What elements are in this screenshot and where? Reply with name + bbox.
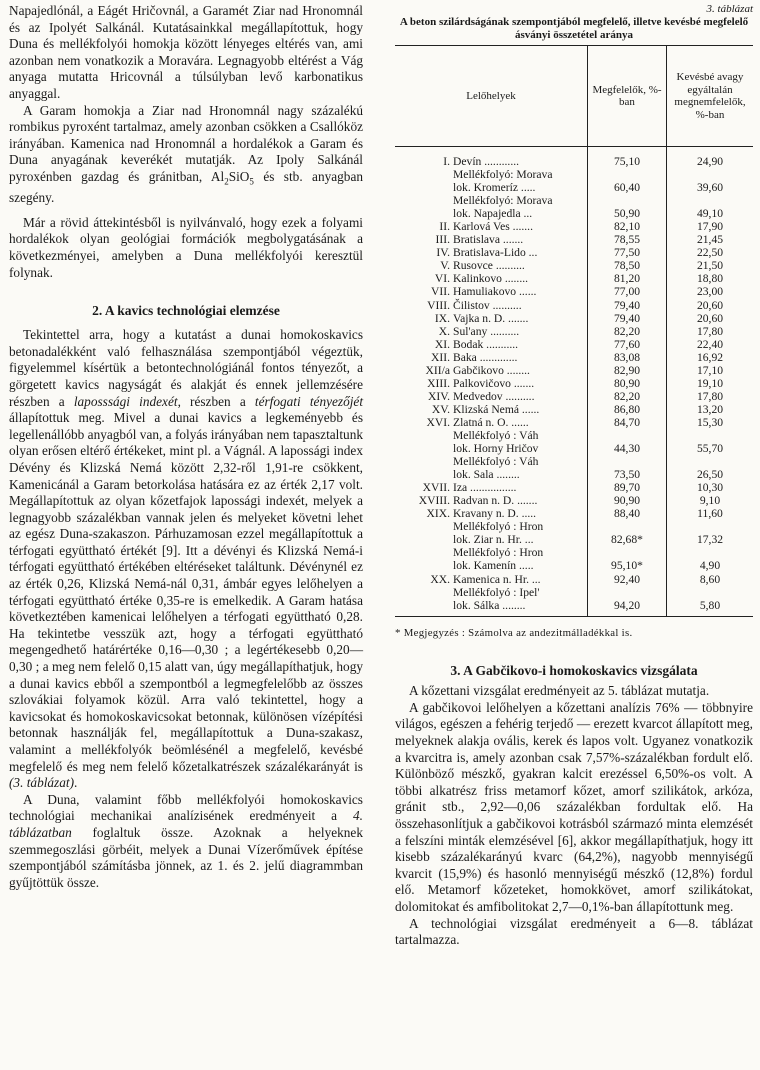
unsuitable-value: 17,80 [667, 325, 754, 338]
row-number: III. [435, 233, 450, 247]
suitable-value: 82,20 [588, 325, 667, 338]
table-row [395, 259, 753, 272]
location-name: Iza ................ [453, 481, 517, 495]
unsuitable-value [667, 455, 754, 468]
unsuitable-value [667, 194, 754, 207]
unsuitable-value [667, 168, 754, 181]
location-cell [395, 599, 588, 617]
table-row [395, 573, 753, 586]
suitable-value: 83,08 [588, 351, 667, 364]
location-cell [395, 285, 588, 298]
location-cell [395, 494, 588, 507]
location-cell [395, 338, 588, 351]
location-cell [395, 586, 588, 599]
location-name: lok. Sálka ........ [453, 598, 526, 612]
unsuitable-value: 24,90 [667, 147, 754, 169]
right-column [395, 0, 753, 949]
suitable-value [588, 168, 667, 181]
location-name: Mellékfolyó : Ipel' [453, 585, 540, 599]
location-cell [395, 207, 588, 220]
table-row [395, 246, 753, 259]
paragraph-8: A technológiai vizsgálat eredményeit a 6—8. táblázat tartalmazza. [395, 915, 753, 948]
unsuitable-value: 17,32 [667, 533, 754, 546]
unsuitable-value: 22,40 [667, 338, 754, 351]
location-name: lok. Kamenín ..... [453, 559, 534, 573]
paragraph-1: Napajedlónál, a Eágét Hričovnál, a Garamét Ziar nad Hronomnál és az Ipolyét Salkánál. Kutatásainkkal megállapítottuk, hogy Duna és mellékfolyói homokja között lényeges eltérés van, ami azonban nem vonatkozik a Moravára. Legnagyobb eltérést a Vág anyaga mutatta Hricovnál a túlsúlyban levő karbonatikus anyaggal. [9, 3, 363, 101]
location-name: lok. Napajedla ... [453, 207, 533, 221]
location-name: lok. Ziar n. Hr. ... [453, 533, 534, 547]
table-row [395, 507, 753, 520]
table-footnote: * Megjegyzés : Számolva az andezitmálladékkal is. [395, 626, 633, 639]
location-name: Sul'any .......... [453, 324, 520, 338]
table-row [395, 599, 753, 617]
table-row [395, 312, 753, 325]
section-heading-3: 3. A Gabčikovo-i homokoskavics vizsgálata [450, 663, 698, 679]
table-row [395, 207, 753, 220]
unsuitable-value: 21,45 [667, 233, 754, 246]
suitable-value [588, 520, 667, 533]
unsuitable-value: 11,60 [667, 507, 754, 520]
suitable-value: 78,50 [588, 259, 667, 272]
row-number: IV. [436, 246, 450, 260]
location-cell [395, 168, 588, 181]
suitable-value [588, 455, 667, 468]
header-locations: Lelőhelyek [395, 46, 588, 147]
unsuitable-value: 39,60 [667, 181, 754, 194]
row-number: XIII. [427, 376, 450, 390]
table-row [395, 494, 753, 507]
suitable-value: 86,80 [588, 403, 667, 416]
paragraph-4: Tekintettel arra, hogy a kutatást a dunai homokoskavics betonadalékként való felhasználása szempontjából végeztük, figyelemmel kísértük a betontechnológiánál fontos tényezőt, a görgetett kavics nagyságát és alakját és ennek jellemzésére részben a laposssági indexét, részben a térfogati tényezőjét állapítottuk meg. Mivel a dunai kavics a legkeményebb és legellenállóbb anyagból van, a folyás irányában nem tapasztaltunk olyan erősen eltérő értékeket, mint pl. a Vágnál. A lapossági index Dévény és Klizská Nemá között 2,32-ről 1,91-re csökkent, Kamenicánál a Garam betorkolása hatására ez az érték 2,17 volt. Megállapítottuk az olyan kőzetfajok lapossági indexét, melyek a legnagyobb százalékban vannak jelen és melyeket követni lehet az egész Duna-szakaszon. Párhuzamosan ezzel megállapítottuk a térfogati együttható értékét [9]. Itt a dévényi és Klizská Nemá-i térfogati együttható értékében eltéréseket találtunk. Dévénynél ez az érték 0,26, Klizská Nemá-nál 0,31, ámbár egyes lelőhelyen a térfogati együttható értéke 0,35-re is emelkedik. A Garam hatása következtében kamenicai lelőhelyen a térfogati együttható 0,28. Ha tekintetbe vesszük azt, hogy a térfogati együttható megengedhető határértéke 0,16—0,30 ; a legértékesebb 0,20—0,30 ; a meg nem felelő 0,15 alatt van, úgy megállapíthatjuk, hogy a dunai kavics ebből a szempontból a legmegfelelőbb az összes szlovákiai folyamok közül. Arra való tekintettel, hogy a kavicsokat és homokoskavicsokat betonnak, különösen vízépítési betonnak használják fel, megállapítottuk a Duna-szakasz, valamint a mellékfolyók beömlésénél a megfelelő, kevésbé megfelelő és meg nem felelő kőzetalkatrészek százalékarányát is (3. táblázat). [9, 327, 364, 791]
location-name: Mellékfolyó : Hron [453, 520, 544, 534]
table-row [395, 364, 753, 377]
table-row [395, 586, 753, 599]
unsuitable-value: 55,70 [667, 442, 754, 455]
location-name: Klizská Nemá ...... [453, 402, 540, 416]
location-name: Gabčikovo ........ [453, 363, 530, 377]
unsuitable-value [667, 520, 754, 533]
suitable-value: 80,90 [588, 377, 667, 390]
suitable-value: 92,40 [588, 573, 667, 586]
suitable-value: 95,10* [588, 559, 667, 572]
table-row [395, 481, 753, 494]
table-row [395, 520, 753, 533]
row-number: XVI. [426, 415, 450, 429]
suitable-value: 50,90 [588, 207, 667, 220]
location-cell [395, 272, 588, 285]
suitable-value: 81,20 [588, 272, 667, 285]
table-row [395, 416, 753, 429]
location-cell [395, 220, 588, 233]
location-name: Medvedov .......... [453, 389, 535, 403]
row-number: XVII. [422, 481, 450, 495]
location-name: Mellékfolyó : Hron [453, 546, 544, 560]
location-cell [395, 533, 588, 546]
location-cell [395, 233, 588, 246]
location-name: Mellékfolyó: Morava [453, 194, 553, 208]
unsuitable-value: 17,80 [667, 390, 754, 403]
table-3 [395, 45, 753, 617]
location-name: Vajka n. D. ....... [453, 311, 529, 325]
paragraph-3: Már a rövid áttekintésből is nyilvánvaló, hogy ezek a folyami hordalékok olyan geológiai formációk megbolygatásának a következményei, amelyben a Duna mellékfolyói keresztül folynak. [9, 214, 363, 280]
table-row [395, 233, 753, 246]
unsuitable-value [667, 586, 754, 599]
suitable-value: 73,50 [588, 468, 667, 481]
suitable-value: 94,20 [588, 599, 667, 617]
location-cell [395, 403, 588, 416]
suitable-value: 89,70 [588, 481, 667, 494]
location-name: Baka ............. [453, 350, 518, 364]
unsuitable-value: 49,10 [667, 207, 754, 220]
left-column [9, 0, 363, 891]
suitable-value: 60,40 [588, 181, 667, 194]
location-cell [395, 573, 588, 586]
location-name: Kamenica n. Hr. ... [453, 572, 541, 586]
location-cell [395, 442, 588, 455]
unsuitable-value: 8,60 [667, 573, 754, 586]
location-name: Bratislava-Lido ... [453, 246, 538, 260]
location-name: lok. Horny Hričov [453, 442, 539, 456]
location-cell [395, 429, 588, 442]
unsuitable-value: 17,90 [667, 220, 754, 233]
suitable-value: 82,10 [588, 220, 667, 233]
suitable-value: 79,40 [588, 299, 667, 312]
location-cell [395, 325, 588, 338]
location-name: Rusovce .......... [453, 259, 525, 273]
location-name: Kravany n. D. ..... [453, 507, 537, 521]
location-name: Devín ............ [453, 155, 520, 168]
location-cell [395, 520, 588, 533]
paragraph-5: A Duna, valamint főbb mellékfolyói homokoskavics technológiai mechanikai analízisének eredményeit a 4. táblázatban foglaltuk össze. Azoknak a helyeknek szemmegoszlási görbéit, melyek a Dunai Vízerőművek építése szempontjából számításba jönnek, az 1. és 2. jelű diagrammban gyűjtöttük össze. [9, 791, 363, 890]
row-number: II. [439, 220, 450, 234]
suitable-value [588, 586, 667, 599]
unsuitable-value: 18,80 [667, 272, 754, 285]
unsuitable-value [667, 429, 754, 442]
row-number: XIX. [426, 507, 450, 521]
table-row [395, 181, 753, 194]
unsuitable-value: 10,30 [667, 481, 754, 494]
suitable-value [588, 194, 667, 207]
suitable-value [588, 546, 667, 559]
unsuitable-value: 22,50 [667, 246, 754, 259]
header-less-suitable: Kevésbé avagy egyáltalán megnemfelelők, %-ban [667, 46, 754, 147]
row-number: X. [438, 324, 450, 338]
location-name: Palkovičovo ....... [453, 376, 535, 390]
table-row [395, 468, 753, 481]
suitable-value: 77,00 [588, 285, 667, 298]
location-cell [395, 546, 588, 559]
suitable-value: 44,30 [588, 442, 667, 455]
table-row [395, 351, 753, 364]
table-row [395, 455, 753, 468]
location-cell [395, 147, 588, 169]
suitable-value: 77,60 [588, 338, 667, 351]
table-row [395, 168, 753, 181]
unsuitable-value: 19,10 [667, 377, 754, 390]
table-row [395, 546, 753, 559]
table-body [395, 147, 753, 617]
table-row [395, 403, 753, 416]
row-number: XX. [430, 572, 450, 586]
row-number: V. [440, 259, 450, 273]
paragraph-7: A gabčikovoi lelőhelyen a kőzettani analízis 76% — többnyire világos, egészen a fehérig terjedő — erezett kvarcot állapított meg, melyeknek alakja ovális, kerek és lapos volt. Ugyanez vonatkozik a kvarcitra is, amely azonban csak 7,57%-százalékban fordult elő. Különböző mészkő, gyakran kalcit erezéssel 6,50%-os volt. A többi alkatrész friss metamorf kőzet, amorf szilikátok, arkóza, gránit stb., 2,92—0,06 százalékban fordultak elő. Ha összehasonlítjuk a gabčikovoi kotrásból származó minta elemzését a felszíni minták elemzésével [6], akkor megállapíthatjuk, hogy itt kisebb százalékarányú kvarc (64,2%), nagyobb mennyiségű kvarcit (15,9%) és hasonló mennyiségű mészkő (12,8%) fordul elő. Metamorf kőzeteket, homokkövet, amorf szilikátokat, dolomitokat és amfibolitokat 2,7—0,1%-ban állapítottunk meg. [395, 699, 753, 914]
suitable-value: 77,50 [588, 246, 667, 259]
row-number: XIV. [427, 389, 450, 403]
location-cell [395, 468, 588, 481]
location-cell [395, 259, 588, 272]
paragraph-2: A Garam homokja a Ziar nad Hronomnál nagy százalékú rombikus pyroxént tartalmaz, amely azonban csökken a Csallóköz irányában. Kamenica nad Hronomnál a hordalékok a Garam és Duna anyagának keverékét mutatják. Az Ipoly Salkánál pyroxénben gazdag és gránitban, $Al_2SiO_5$ és stb. anyagban szegény. [9, 102, 363, 206]
location-name: lok. Sala ........ [453, 468, 520, 482]
table-row [395, 390, 753, 403]
row-number: XII/a [425, 363, 450, 377]
location-name: Mellékfolyó: Morava [453, 168, 553, 182]
unsuitable-value: 26,50 [667, 468, 754, 481]
unsuitable-value: 4,90 [667, 559, 754, 572]
location-name: Mellékfolyó : Váh [453, 455, 539, 469]
table-row [395, 285, 753, 298]
table-row [395, 272, 753, 285]
unsuitable-value: 23,00 [667, 285, 754, 298]
row-number: XV. [431, 402, 450, 416]
table-row [395, 147, 753, 169]
row-number: XI. [434, 337, 450, 351]
location-cell [395, 351, 588, 364]
row-number: VII. [431, 285, 450, 299]
table-row [395, 338, 753, 351]
location-cell [395, 181, 588, 194]
row-number: IX. [434, 311, 450, 325]
location-cell [395, 507, 588, 520]
location-cell [395, 312, 588, 325]
location-name: Radvan n. D. ....... [453, 494, 538, 508]
table-row [395, 559, 753, 572]
suitable-value: 82,20 [588, 390, 667, 403]
paragraph-6: A kőzettani vizsgálat eredményeit az 5. táblázat mutatja. [409, 683, 710, 699]
location-cell [395, 299, 588, 312]
table-caption: A beton szilárdságának szempontjából megfelelő, illetve kevésbé megfelelő ásványi összetétel aránya [399, 16, 749, 41]
location-cell [395, 455, 588, 468]
location-name: Čilistov .......... [453, 298, 522, 312]
row-number: XII. [431, 350, 450, 364]
table-row [395, 194, 753, 207]
suitable-value: 88,40 [588, 507, 667, 520]
unsuitable-value: 5,80 [667, 599, 754, 617]
suitable-value: 84,70 [588, 416, 667, 429]
table-row [395, 377, 753, 390]
unsuitable-value: 20,60 [667, 312, 754, 325]
suitable-value [588, 429, 667, 442]
table-row [395, 325, 753, 338]
location-cell [395, 194, 588, 207]
location-name: Hamuliakovo ...... [453, 285, 537, 299]
location-cell [395, 481, 588, 494]
suitable-value: 82,90 [588, 364, 667, 377]
location-name: Zlatná n. O. ...... [453, 415, 529, 429]
table-row [395, 442, 753, 455]
unsuitable-value: 9,10 [667, 494, 754, 507]
location-cell [395, 416, 588, 429]
unsuitable-value: 16,92 [667, 351, 754, 364]
location-name: Bodak ........... [453, 337, 519, 351]
row-number: XVIII. [418, 494, 450, 508]
location-cell [395, 377, 588, 390]
location-name: Karlová Ves ....... [453, 220, 533, 234]
suitable-value: 90,90 [588, 494, 667, 507]
location-name: lok. Kromeríz ..... [453, 181, 536, 195]
table-row [395, 533, 753, 546]
row-number: I. [443, 155, 450, 168]
header-suitable: Megfelelők, %-ban [588, 46, 667, 147]
row-number: VIII. [427, 298, 450, 312]
suitable-value: 79,40 [588, 312, 667, 325]
unsuitable-value: 21,50 [667, 259, 754, 272]
table-number: 3. táblázat [706, 3, 753, 15]
location-cell [395, 364, 588, 377]
location-cell [395, 559, 588, 572]
section-heading-2: 2. A kavics technológiai elemzése [92, 303, 280, 319]
unsuitable-value [667, 546, 754, 559]
table-row [395, 220, 753, 233]
location-name: Bratislava ....... [453, 233, 524, 247]
unsuitable-value: 13,20 [667, 403, 754, 416]
suitable-value: 75,10 [588, 147, 667, 169]
table-row [395, 299, 753, 312]
suitable-value: 78,55 [588, 233, 667, 246]
suitable-value: 82,68* [588, 533, 667, 546]
location-cell [395, 390, 588, 403]
location-name: Kalinkovo ........ [453, 272, 529, 286]
location-cell [395, 246, 588, 259]
unsuitable-value: 17,10 [667, 364, 754, 377]
location-name: Mellékfolyó : Váh [453, 428, 539, 442]
table-row [395, 429, 753, 442]
unsuitable-value: 20,60 [667, 299, 754, 312]
row-number: VI. [434, 272, 450, 286]
unsuitable-value: 15,30 [667, 416, 754, 429]
